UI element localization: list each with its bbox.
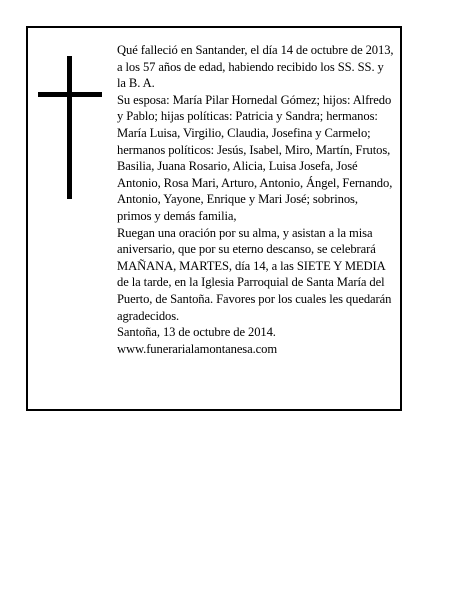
notice-line-family: primos y demás familia, <box>117 208 237 223</box>
notice-line-mass: MAÑANA, MARTES, día 14, a las SIETE Y MEDIA <box>117 258 386 273</box>
notice-text <box>117 42 399 357</box>
notice-line-death: Qué falleció en Santander, el día 14 de octubre de 2013, <box>117 43 394 57</box>
notice-line-family: Basilia, Juana Rosario, Alicia, Luisa Josefa, José <box>117 159 358 174</box>
notice-line-age: a los 57 años de edad, habiendo recibido los SS. SS. y <box>117 59 384 74</box>
notice-line-mass: agradecidos. <box>117 308 180 323</box>
notice-line-family: Antonio, Rosa Mari, Arturo, Antonio, Ángel, Fernando, <box>117 175 393 190</box>
notice-line-family: y Pablo; hijas políticas: Patricia y Sandra; hermanos: <box>117 109 378 124</box>
notice-line-mass: Puerto, de Santoña. Favores por los cuales les quedarán <box>117 291 392 306</box>
notice-line-family: Su esposa: María Pilar Hornedal Gómez; hijos: Alfredo <box>117 92 392 107</box>
cross-icon <box>38 56 102 199</box>
notice-line-website: www.funerarialamontanesa.com <box>117 341 278 356</box>
cross-horizontal-bar <box>38 92 102 97</box>
cross-vertical-bar <box>67 56 72 199</box>
obituary-notice <box>26 26 402 411</box>
notice-line-place-date: Santoña, 13 de octubre de 2014. <box>117 325 276 340</box>
notice-line-mass: aniversario, que por su eterno descanso, se celebrará <box>117 242 376 257</box>
notice-line-family: hermanos políticos: Jesús, Isabel, Miro, Martín, Frutos, <box>117 142 391 157</box>
notice-line-family: Antonio, Yayone, Enrique y Mari José; sobrinos, <box>117 192 358 207</box>
notice-line-sacraments: la B. A. <box>117 76 155 91</box>
notice-line-mass: Ruegan una oración por su alma, y asistan a la misa <box>117 225 373 240</box>
notice-line-mass: de la tarde, en la Iglesia Parroquial de Santa María del <box>117 275 385 290</box>
notice-line-family: María Luisa, Virgilio, Claudia, Josefina y Carmelo; <box>117 125 371 140</box>
